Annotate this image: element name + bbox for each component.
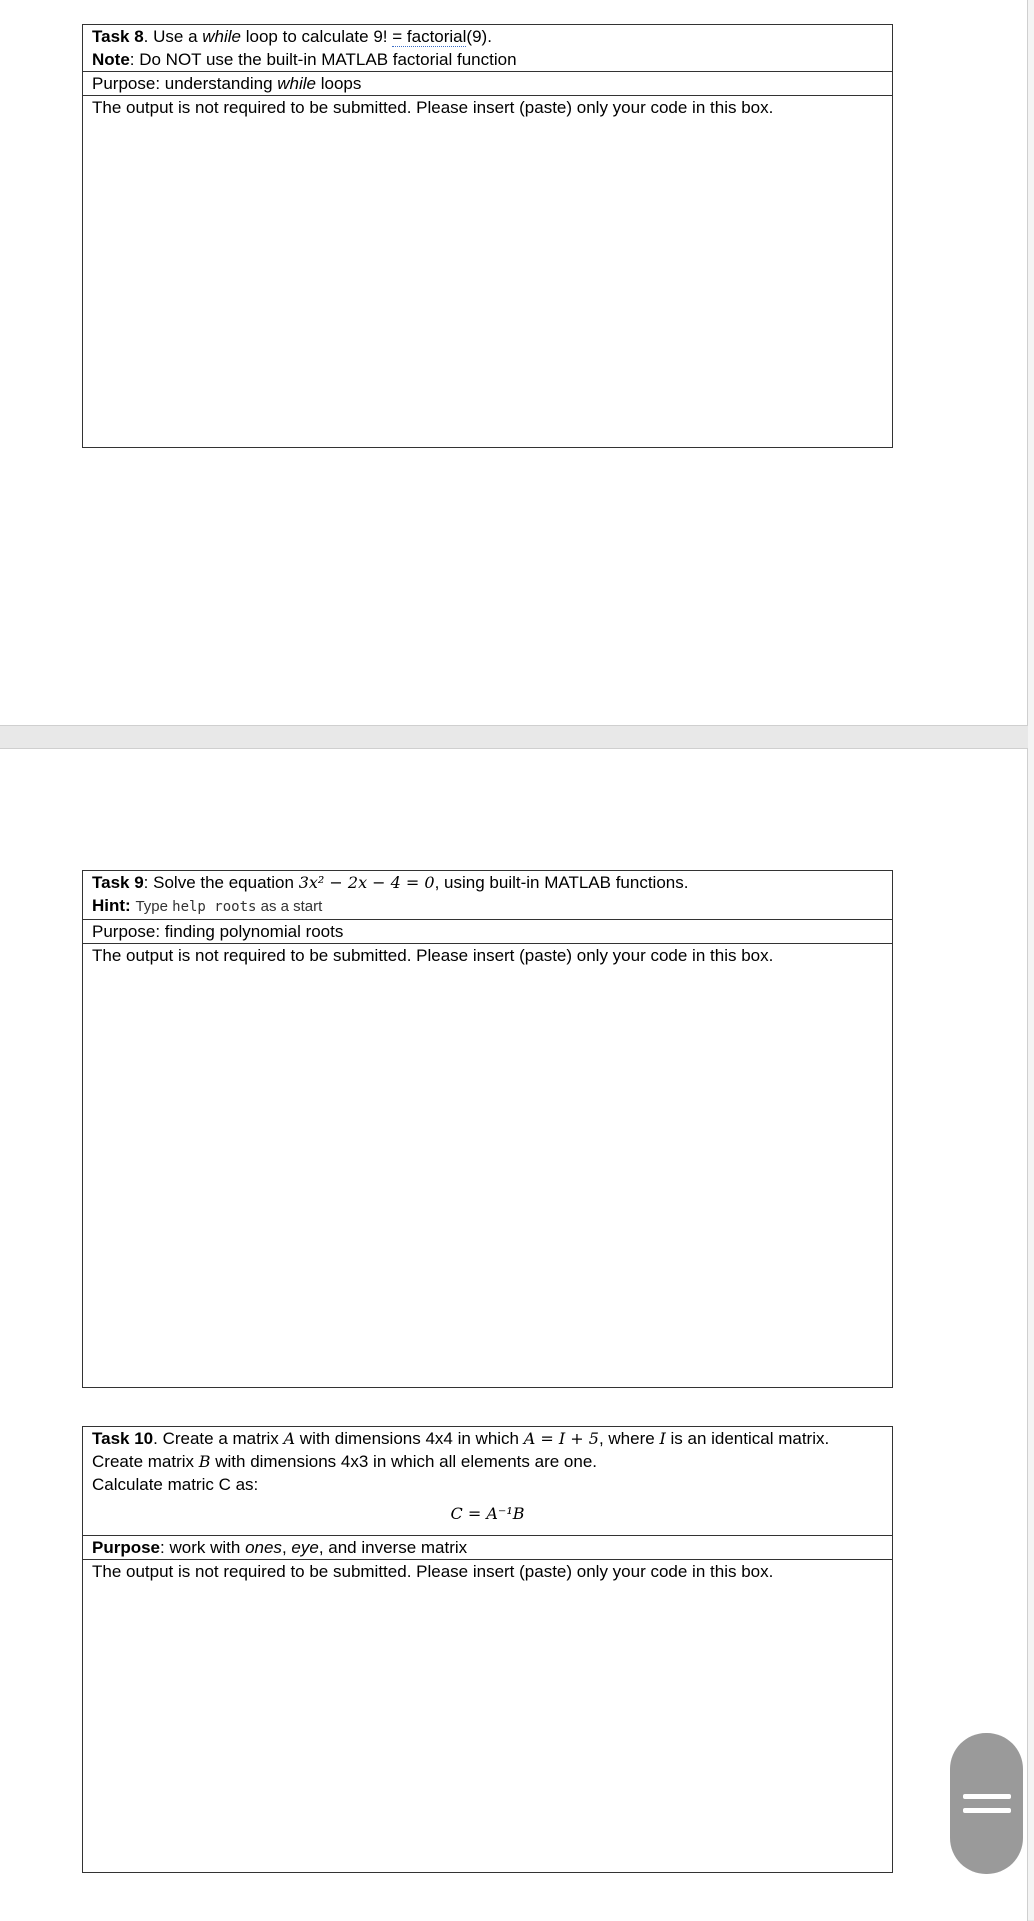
task8-title: Task 8: [92, 27, 144, 46]
task10-formula: C = A⁻¹B: [450, 1504, 525, 1523]
task9-box: [82, 870, 893, 1388]
task9-purpose: Purpose: finding polynomial roots: [83, 920, 892, 944]
task9-description: Task 9: Solve the equation 3x² − 2x − 4 = 0, using built-in MATLAB functions. Hint: Type help roots as a start: [83, 871, 892, 920]
task10-eq-a: A = I + 5: [523, 1429, 599, 1448]
task8-output-note: The output is not required to be submitted. Please insert (paste) only your code in this box.: [92, 98, 774, 117]
task9-output-note: The output is not required to be submitted. Please insert (paste) only your code in this box.: [92, 946, 774, 965]
task10-purpose: Purpose: work with ones, eye, and inverse matrix: [83, 1536, 892, 1560]
task10-box: [82, 1426, 893, 1873]
task10-title: Task 10: [92, 1429, 154, 1448]
task10-description: Task 10. Create a matrix A with dimensions 4x4 in which A = I + 5, where I is an identical matrix. Create matrix B with dimensions 4x3 in which all elements are one. Calculate matric C as: C = A⁻¹B: [83, 1427, 892, 1536]
task8-description: Task 8. Use a while loop to calculate 9! = factorial(9). Note: Do NOT use the built-in MATLAB factorial function: [83, 25, 892, 72]
task8-note-label: Note: [92, 50, 130, 69]
task9-title: Task 9: [92, 873, 144, 892]
task9-hint-label: Hint:: [92, 896, 131, 915]
task9-equation: 3x² − 2x − 4 = 0: [298, 873, 435, 892]
task8-purpose: Purpose: understanding while loops: [83, 72, 892, 96]
scrollbar-track[interactable]: [1028, 0, 1034, 1920]
menu-line-icon: [963, 1808, 1011, 1813]
task9-answer-box[interactable]: [83, 944, 892, 967]
scroll-handle-button[interactable]: [950, 1733, 1023, 1874]
task8-box: [82, 24, 893, 448]
task8-answer-box[interactable]: [83, 96, 892, 119]
factorial-link: = factorial: [392, 27, 467, 46]
menu-line-icon: [963, 1794, 1011, 1799]
task10-output-note: The output is not required to be submitted. Please insert (paste) only your code in this box.: [92, 1562, 774, 1581]
task9-hint-code: help roots: [172, 899, 257, 915]
task10-answer-box[interactable]: [83, 1560, 892, 1583]
